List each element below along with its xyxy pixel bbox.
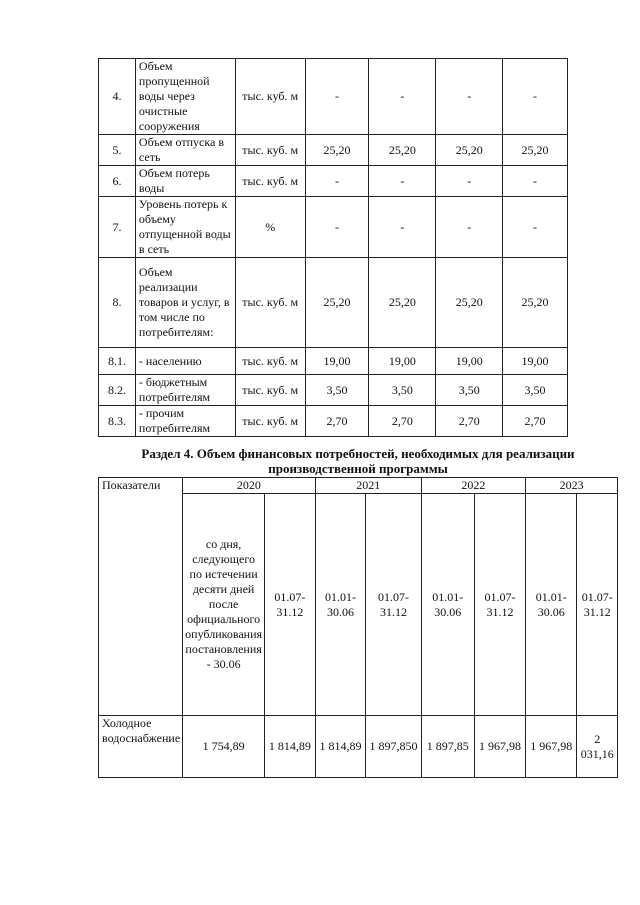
table-row xyxy=(99,406,568,437)
value-cell: 19,00 xyxy=(503,348,568,375)
table-row xyxy=(99,197,568,258)
value-cell: 25,20 xyxy=(436,258,503,348)
value-cell: 3,50 xyxy=(305,375,369,406)
value-cell: 3,50 xyxy=(436,375,503,406)
unit-cell: % xyxy=(235,197,305,258)
period-header: 01.01-30.06 xyxy=(421,494,474,716)
period-header: 01.07-31.12 xyxy=(366,494,421,716)
value-cell: 2,70 xyxy=(305,406,369,437)
table-row xyxy=(99,135,568,166)
value-cell: 25,20 xyxy=(305,258,369,348)
value-cell: - xyxy=(369,197,436,258)
value-cell: 2,70 xyxy=(503,406,568,437)
value-cell: - xyxy=(305,166,369,197)
period-header: 01.01-30.06 xyxy=(315,494,366,716)
year-header: 2023 xyxy=(526,478,618,494)
unit-cell: тыс. куб. м xyxy=(235,406,305,437)
row-number: 5. xyxy=(99,135,136,166)
year-header-row xyxy=(99,478,618,494)
row-number: 8.3. xyxy=(99,406,136,437)
period-header: 01.07-31.12 xyxy=(265,494,316,716)
value-cell: 2 031,16 xyxy=(577,716,618,778)
value-cell: 1 897,850 xyxy=(366,716,421,778)
table-row xyxy=(99,166,568,197)
unit-cell: тыс. куб. м xyxy=(235,348,305,375)
value-cell: 19,00 xyxy=(369,348,436,375)
value-cell: 1 967,98 xyxy=(526,716,577,778)
value-cell: 3,50 xyxy=(369,375,436,406)
value-cell: 25,20 xyxy=(305,135,369,166)
row-number: 4. xyxy=(99,59,136,135)
row-number: 8. xyxy=(99,258,136,348)
row-number: 8.1. xyxy=(99,348,136,375)
value-cell: - xyxy=(369,59,436,135)
indicator-name: - прочим потребителям xyxy=(135,406,235,437)
unit-cell: тыс. куб. м xyxy=(235,258,305,348)
unit-cell: тыс. куб. м xyxy=(235,166,305,197)
value-cell: - xyxy=(305,59,369,135)
indicator-header: Показатели xyxy=(99,478,183,716)
value-cell: 25,20 xyxy=(369,135,436,166)
period-header: со дня, следующего по истечении десяти дней после официального опубликования постановления - 30.06 xyxy=(183,494,265,716)
value-cell: 1 897,85 xyxy=(421,716,474,778)
production-table xyxy=(98,58,568,437)
table-row xyxy=(99,716,618,778)
value-cell: 1 967,98 xyxy=(474,716,525,778)
value-cell: 1 754,89 xyxy=(183,716,265,778)
indicator-name: Объем пропущенной воды через очистные сооружения xyxy=(135,59,235,135)
financial-needs-table xyxy=(98,477,618,778)
indicator-name: Уровень потерь к объему отпущенной воды в сеть xyxy=(135,197,235,258)
row-number: 6. xyxy=(99,166,136,197)
value-cell: - xyxy=(369,166,436,197)
value-cell: 19,00 xyxy=(436,348,503,375)
value-cell: - xyxy=(436,59,503,135)
value-cell: 19,00 xyxy=(305,348,369,375)
row-number: 7. xyxy=(99,197,136,258)
value-cell: - xyxy=(503,197,568,258)
indicator-name: Объем отпуска в сеть xyxy=(135,135,235,166)
table-row xyxy=(99,348,568,375)
value-cell: - xyxy=(503,59,568,135)
year-header: 2021 xyxy=(315,478,421,494)
value-cell: 25,20 xyxy=(503,135,568,166)
value-cell: 1 814,89 xyxy=(315,716,366,778)
year-header: 2020 xyxy=(183,478,316,494)
unit-cell: тыс. куб. м xyxy=(235,135,305,166)
value-cell: 25,20 xyxy=(436,135,503,166)
period-header: 01.07-31.12 xyxy=(474,494,525,716)
table-row xyxy=(99,59,568,135)
table-row xyxy=(99,375,568,406)
row-label: Холодное водоснабжение xyxy=(99,716,183,778)
value-cell: 2,70 xyxy=(369,406,436,437)
period-header: 01.01-30.06 xyxy=(526,494,577,716)
value-cell: - xyxy=(436,197,503,258)
indicator-name: - бюджетным потребителям xyxy=(135,375,235,406)
value-cell: 3,50 xyxy=(503,375,568,406)
unit-cell: тыс. куб. м xyxy=(235,375,305,406)
value-cell: - xyxy=(503,166,568,197)
row-number: 8.2. xyxy=(99,375,136,406)
period-header: 01.07-31.12 xyxy=(577,494,618,716)
value-cell: - xyxy=(436,166,503,197)
value-cell: - xyxy=(305,197,369,258)
year-header: 2022 xyxy=(421,478,525,494)
value-cell: 25,20 xyxy=(369,258,436,348)
indicator-name: - населению xyxy=(135,348,235,375)
indicator-name: Объем потерь воды xyxy=(135,166,235,197)
value-cell: 2,70 xyxy=(436,406,503,437)
value-cell: 25,20 xyxy=(503,258,568,348)
value-cell: 1 814,89 xyxy=(265,716,316,778)
section-heading: Раздел 4. Объем финансовых потребностей, необходимых для реализации производственной программы xyxy=(141,446,575,476)
unit-cell: тыс. куб. м xyxy=(235,59,305,135)
table-row xyxy=(99,258,568,348)
indicator-name: Объем реализации товаров и услуг, в том числе по потребителям: xyxy=(135,258,235,348)
